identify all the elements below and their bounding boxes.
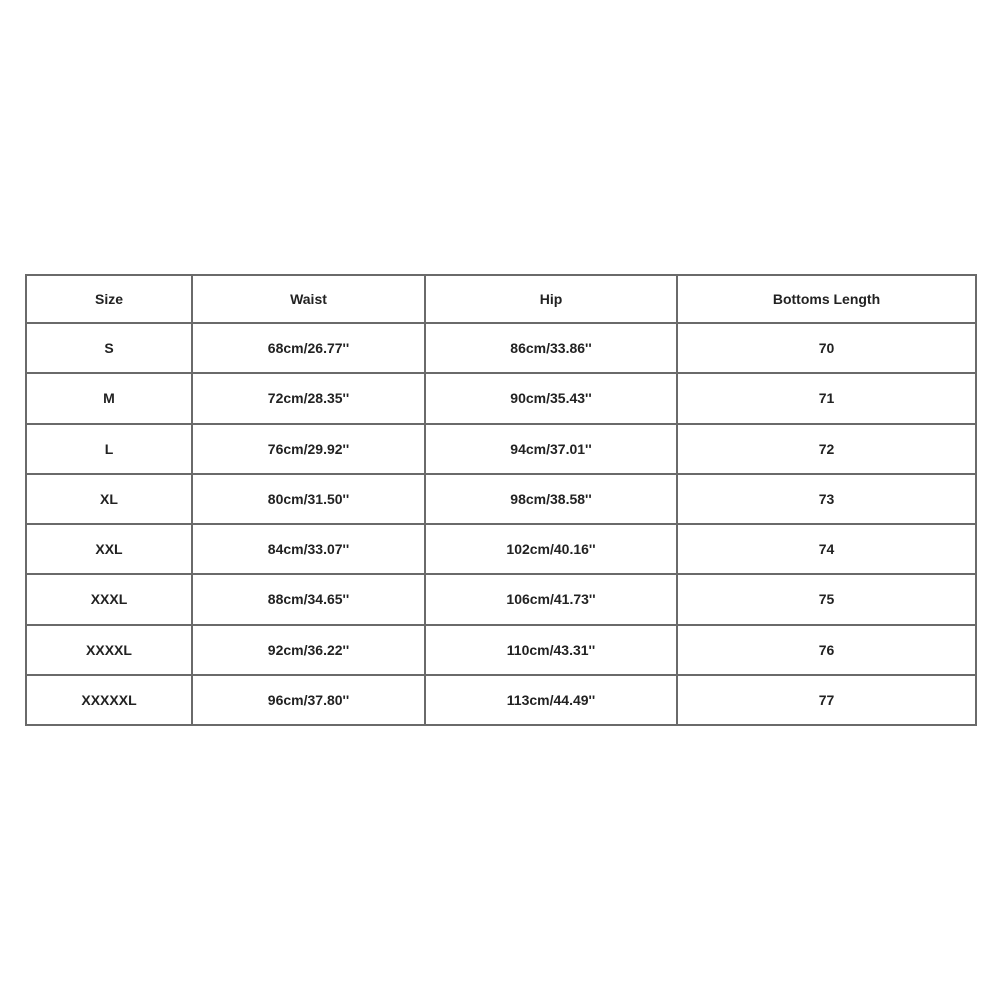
cell-bottoms-length: 73 — [677, 474, 976, 524]
cell-waist: 80cm/31.50'' — [192, 474, 425, 524]
table-row — [26, 675, 976, 725]
cell-size: M — [26, 373, 192, 423]
cell-size: XXXXL — [26, 625, 192, 675]
header-size: Size — [26, 275, 192, 323]
table-row — [26, 424, 976, 474]
cell-waist: 88cm/34.65'' — [192, 574, 425, 624]
cell-hip: 94cm/37.01'' — [425, 424, 677, 474]
header-bottoms-length: Bottoms Length — [677, 275, 976, 323]
cell-size: XXL — [26, 524, 192, 574]
size-chart-header — [26, 275, 976, 323]
table-row — [26, 323, 976, 373]
cell-bottoms-length: 72 — [677, 424, 976, 474]
cell-hip: 106cm/41.73'' — [425, 574, 677, 624]
cell-hip: 90cm/35.43'' — [425, 373, 677, 423]
size-chart-body — [26, 323, 976, 725]
cell-size: L — [26, 424, 192, 474]
table-row — [26, 474, 976, 524]
cell-hip: 98cm/38.58'' — [425, 474, 677, 524]
cell-bottoms-length: 71 — [677, 373, 976, 423]
header-waist: Waist — [192, 275, 425, 323]
cell-size: XL — [26, 474, 192, 524]
cell-hip: 113cm/44.49'' — [425, 675, 677, 725]
header-hip: Hip — [425, 275, 677, 323]
cell-hip: 86cm/33.86'' — [425, 323, 677, 373]
table-row — [26, 524, 976, 574]
header-row — [26, 275, 976, 323]
cell-size: S — [26, 323, 192, 373]
cell-waist: 68cm/26.77'' — [192, 323, 425, 373]
cell-bottoms-length: 74 — [677, 524, 976, 574]
cell-hip: 110cm/43.31'' — [425, 625, 677, 675]
cell-waist: 76cm/29.92'' — [192, 424, 425, 474]
table-row — [26, 574, 976, 624]
table-row — [26, 625, 976, 675]
cell-hip: 102cm/40.16'' — [425, 524, 677, 574]
cell-waist: 96cm/37.80'' — [192, 675, 425, 725]
cell-bottoms-length: 70 — [677, 323, 976, 373]
size-chart-table — [25, 274, 977, 726]
cell-size: XXXXXL — [26, 675, 192, 725]
cell-size: XXXL — [26, 574, 192, 624]
cell-bottoms-length: 76 — [677, 625, 976, 675]
cell-waist: 72cm/28.35'' — [192, 373, 425, 423]
cell-waist: 84cm/33.07'' — [192, 524, 425, 574]
cell-waist: 92cm/36.22'' — [192, 625, 425, 675]
table-row — [26, 373, 976, 423]
cell-bottoms-length: 77 — [677, 675, 976, 725]
cell-bottoms-length: 75 — [677, 574, 976, 624]
